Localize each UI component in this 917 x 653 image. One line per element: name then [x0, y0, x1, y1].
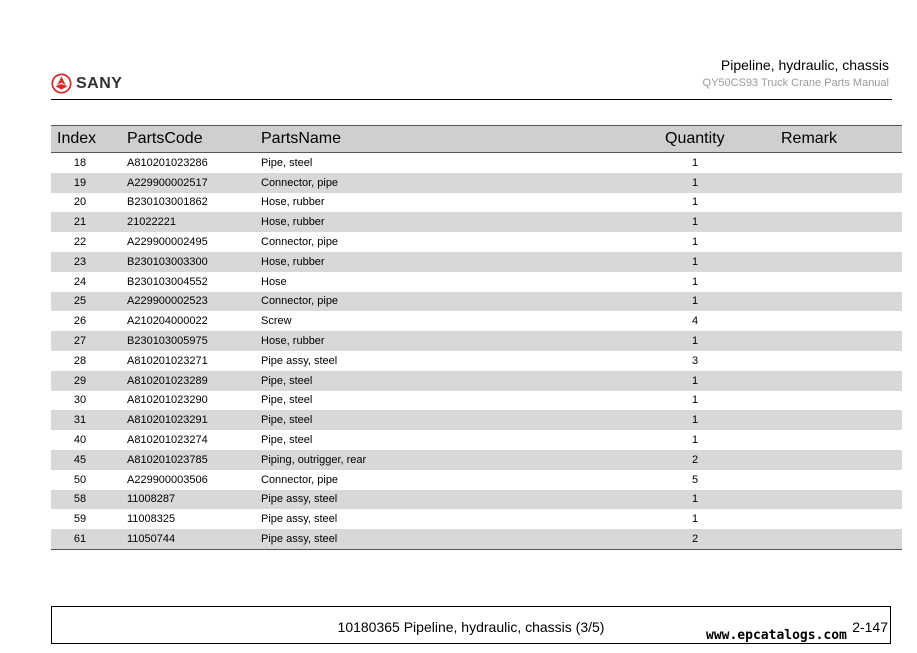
table-row	[51, 391, 902, 411]
cell-partsname: Pipe, steel	[261, 434, 313, 447]
cell-index: 30	[73, 394, 87, 407]
cell-quantity: 1	[661, 173, 781, 193]
table-row	[51, 153, 902, 173]
cell-quantity: 1	[691, 196, 699, 209]
cell-partsname: Pipe assy, steel	[261, 354, 338, 367]
cell-index: 21	[51, 212, 127, 232]
cell-partscode: A229900003506	[127, 473, 208, 486]
cell-partscode: A229900002517	[127, 173, 261, 193]
page-number: 2-147	[852, 619, 888, 635]
cell-quantity: 1	[661, 371, 781, 391]
cell-index: 29	[51, 371, 127, 391]
parts-table-container	[51, 125, 892, 550]
cell-partsname: Connector, pipe	[261, 473, 339, 486]
cell-partsname: Pipe assy, steel	[261, 490, 661, 510]
table-row	[51, 490, 902, 510]
watermark-link[interactable]: www.epcatalogs.com	[706, 628, 847, 643]
cell-index: 58	[51, 490, 127, 510]
table-row	[51, 351, 902, 371]
cell-partscode: 11050744	[127, 529, 261, 549]
page-title: Pipeline, hydraulic, chassis	[720, 57, 889, 73]
cell-quantity: 1	[661, 331, 781, 351]
cell-index: 40	[73, 434, 87, 447]
table-body	[51, 153, 902, 550]
table-row	[51, 529, 902, 549]
column-header-partsname: PartsName	[261, 126, 661, 153]
column-header-remark: Remark	[781, 126, 902, 153]
cell-remark	[781, 292, 902, 312]
cell-quantity: 1	[661, 410, 781, 430]
table-header-row	[51, 126, 902, 153]
cell-remark	[781, 272, 902, 292]
table-row	[51, 232, 902, 252]
cell-partscode: B230103001862	[127, 196, 208, 209]
sany-logo	[51, 73, 122, 94]
cell-quantity: 1	[661, 252, 781, 272]
cell-quantity: 2	[661, 529, 781, 549]
cell-index: 31	[51, 410, 127, 430]
cell-remark	[781, 232, 902, 252]
cell-index: 23	[51, 252, 127, 272]
cell-remark	[781, 529, 902, 549]
cell-partsname: Pipe, steel	[261, 371, 661, 391]
table-row	[51, 252, 902, 272]
header-divider	[51, 99, 892, 100]
cell-partsname: Hose, rubber	[261, 252, 661, 272]
parts-table	[51, 125, 902, 550]
cell-index: 22	[73, 236, 87, 249]
cell-partsname: Hose	[261, 275, 287, 288]
cell-partscode: A810201023271	[127, 354, 208, 367]
cell-partscode: A810201023290	[127, 394, 208, 407]
cell-index: 27	[51, 331, 127, 351]
cell-remark	[781, 410, 902, 430]
cell-remark	[781, 391, 902, 411]
cell-partscode: A810201023289	[127, 371, 261, 391]
cell-quantity: 4	[691, 315, 699, 328]
cell-partsname: Connector, pipe	[261, 292, 661, 312]
cell-remark	[781, 173, 902, 193]
cell-remark	[781, 371, 902, 391]
cell-quantity: 1	[691, 513, 699, 526]
cell-partsname: Hose, rubber	[261, 331, 661, 351]
cell-quantity: 1	[691, 156, 699, 169]
cell-remark	[781, 193, 902, 213]
cell-quantity: 3	[691, 354, 699, 367]
cell-partscode: 11008325	[127, 513, 176, 526]
cell-partsname: Piping, outrigger, rear	[261, 450, 661, 470]
cell-remark	[781, 450, 902, 470]
table-row	[51, 173, 902, 193]
cell-partsname: Connector, pipe	[261, 236, 339, 249]
cell-partscode: A229900002495	[127, 236, 208, 249]
cell-partscode: A810201023785	[127, 450, 261, 470]
cell-index: 26	[73, 315, 87, 328]
cell-index: 45	[51, 450, 127, 470]
logo-text: SANY	[76, 74, 123, 92]
table-row	[51, 311, 902, 331]
cell-partscode: 11008287	[127, 490, 261, 510]
column-header-partscode: PartsCode	[127, 126, 261, 153]
footer-caption: 10180365 Pipeline, hydraulic, chassis (3/5)	[337, 619, 605, 635]
table-row	[51, 410, 902, 430]
cell-partsname: Screw	[261, 315, 292, 328]
cell-index: 50	[73, 473, 87, 486]
cell-index: 19	[51, 173, 127, 193]
cell-partsname: Pipe, steel	[261, 394, 313, 407]
cell-partsname: Connector, pipe	[261, 173, 661, 193]
cell-quantity: 1	[661, 292, 781, 312]
cell-remark	[781, 351, 902, 371]
cell-partsname: Pipe assy, steel	[261, 529, 661, 549]
column-header-quantity: Quantity	[661, 126, 781, 153]
cell-partscode: B230103004552	[127, 275, 208, 288]
table-row	[51, 272, 902, 292]
page-subtitle: QY50CS93 Truck Crane Parts Manual	[702, 77, 889, 89]
cell-index: 25	[51, 292, 127, 312]
table-row	[51, 212, 902, 232]
table-row	[51, 193, 902, 213]
table-row	[51, 470, 902, 490]
cell-remark	[781, 212, 902, 232]
cell-partscode: A810201023274	[127, 434, 208, 447]
table-row	[51, 450, 902, 470]
cell-quantity: 5	[691, 473, 699, 486]
cell-partscode: A210204000022	[127, 315, 208, 328]
cell-index: 28	[73, 354, 87, 367]
column-header-index: Index	[51, 126, 127, 153]
table-row	[51, 331, 902, 351]
table-row	[51, 509, 902, 529]
cell-partscode: B230103003300	[127, 252, 261, 272]
cell-quantity: 1	[691, 275, 699, 288]
cell-remark	[781, 252, 902, 272]
cell-quantity: 1	[691, 394, 699, 407]
cell-partscode: 21022221	[127, 212, 261, 232]
cell-partscode: B230103005975	[127, 331, 261, 351]
table-row	[51, 371, 902, 391]
cell-index: 59	[73, 513, 87, 526]
cell-partscode: A810201023291	[127, 410, 261, 430]
cell-quantity: 1	[691, 236, 699, 249]
cell-index: 18	[73, 156, 87, 169]
cell-partsname: Hose, rubber	[261, 212, 661, 232]
cell-partsname: Pipe, steel	[261, 410, 661, 430]
cell-remark	[781, 490, 902, 510]
cell-remark	[781, 331, 902, 351]
cell-index: 20	[73, 196, 87, 209]
cell-quantity: 1	[661, 212, 781, 232]
cell-remark	[781, 311, 902, 331]
cell-quantity: 1	[661, 490, 781, 510]
table-row	[51, 292, 902, 312]
cell-partsname: Pipe, steel	[261, 156, 313, 169]
table-row	[51, 430, 902, 450]
cell-partsname: Hose, rubber	[261, 196, 325, 209]
cell-index: 61	[51, 529, 127, 549]
cell-remark	[781, 153, 902, 173]
cell-quantity: 2	[661, 450, 781, 470]
cell-partscode: A229900002523	[127, 292, 261, 312]
cell-partscode: A810201023286	[127, 156, 208, 169]
cell-remark	[781, 430, 902, 450]
cell-partsname: Pipe assy, steel	[261, 513, 338, 526]
cell-quantity: 1	[691, 434, 699, 447]
sany-logo-icon	[51, 73, 72, 94]
cell-remark	[781, 509, 902, 529]
cell-index: 24	[73, 275, 87, 288]
cell-remark	[781, 470, 902, 490]
